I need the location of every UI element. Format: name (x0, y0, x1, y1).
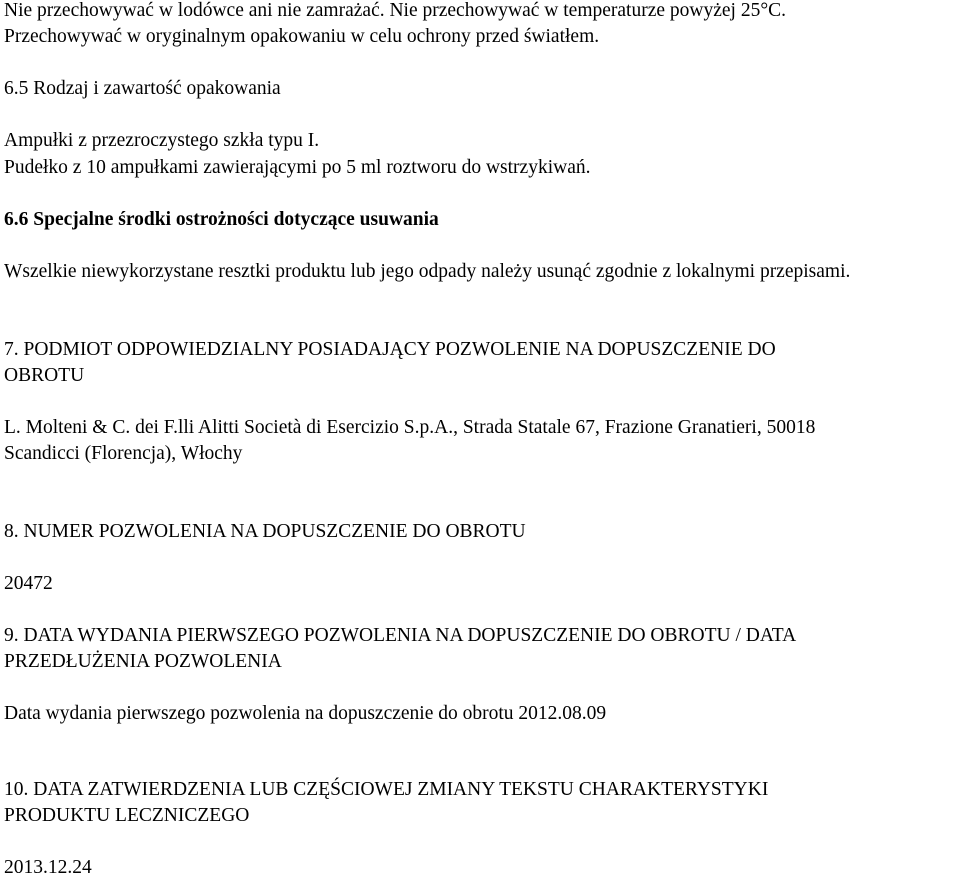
section-6-6-heading: 6.6 Specjalne środki ostrożności dotyczące usuwania (4, 209, 439, 230)
storage-text-line1: Nie przechowywać w lodówce ani nie zamrażać. Nie przechowywać w temperaturze powyżej 25°C. (4, 0, 787, 21)
section-7-heading-line2: OBROTU (4, 365, 85, 386)
section-10-heading-line2: PRODUKTU LECZNICZEGO (4, 805, 250, 826)
section-7-address-line1: L. Molteni & C. dei F.lli Alitti Società di Esercizio S.p.A., Strada Statale 67, Frazione Granatieri, 50018 (4, 417, 816, 438)
section-9-heading-line1: 9. DATA WYDANIA PIERWSZEGO POZWOLENIA NA DOPUSZCZENIE DO OBROTU / DATA (4, 625, 797, 646)
section-6-5-text-line1: Ampułki z przezroczystego szkła typu I. (4, 130, 320, 151)
section-9-heading-line2: PRZEDŁUŻENIA POZWOLENIA (4, 651, 282, 672)
section-6-6-text: Wszelkie niewykorzystane resztki produktu lub jego odpady należy usunąć zgodnie z lokalnymi przepisami. (4, 261, 851, 282)
section-7-address-line2: Scandicci (Florencja), Włochy (4, 443, 243, 464)
storage-text-line2: Przechowywać w oryginalnym opakowaniu w celu ochrony przed światłem. (4, 26, 600, 47)
section-10-value: 2013.12.24 (4, 857, 92, 878)
section-10-heading-line1: 10. DATA ZATWIERDZENIA LUB CZĘŚCIOWEJ ZMIANY TEKSTU CHARAKTERYSTYKI (4, 779, 769, 800)
section-8-value: 20472 (4, 573, 53, 594)
section-8-heading: 8. NUMER POZWOLENIA NA DOPUSZCZENIE DO OBROTU (4, 521, 526, 542)
section-7-heading-line1: 7. PODMIOT ODPOWIEDZIALNY POSIADAJĄCY POZWOLENIE NA DOPUSZCZENIE DO (4, 339, 776, 360)
section-9-text: Data wydania pierwszego pozwolenia na dopuszczenie do obrotu 2012.08.09 (4, 703, 607, 724)
section-6-5-heading: 6.5 Rodzaj i zawartość opakowania (4, 78, 281, 99)
section-6-5-text-line2: Pudełko z 10 ampułkami zawierającymi po 5 ml roztworu do wstrzykiwań. (4, 157, 591, 178)
